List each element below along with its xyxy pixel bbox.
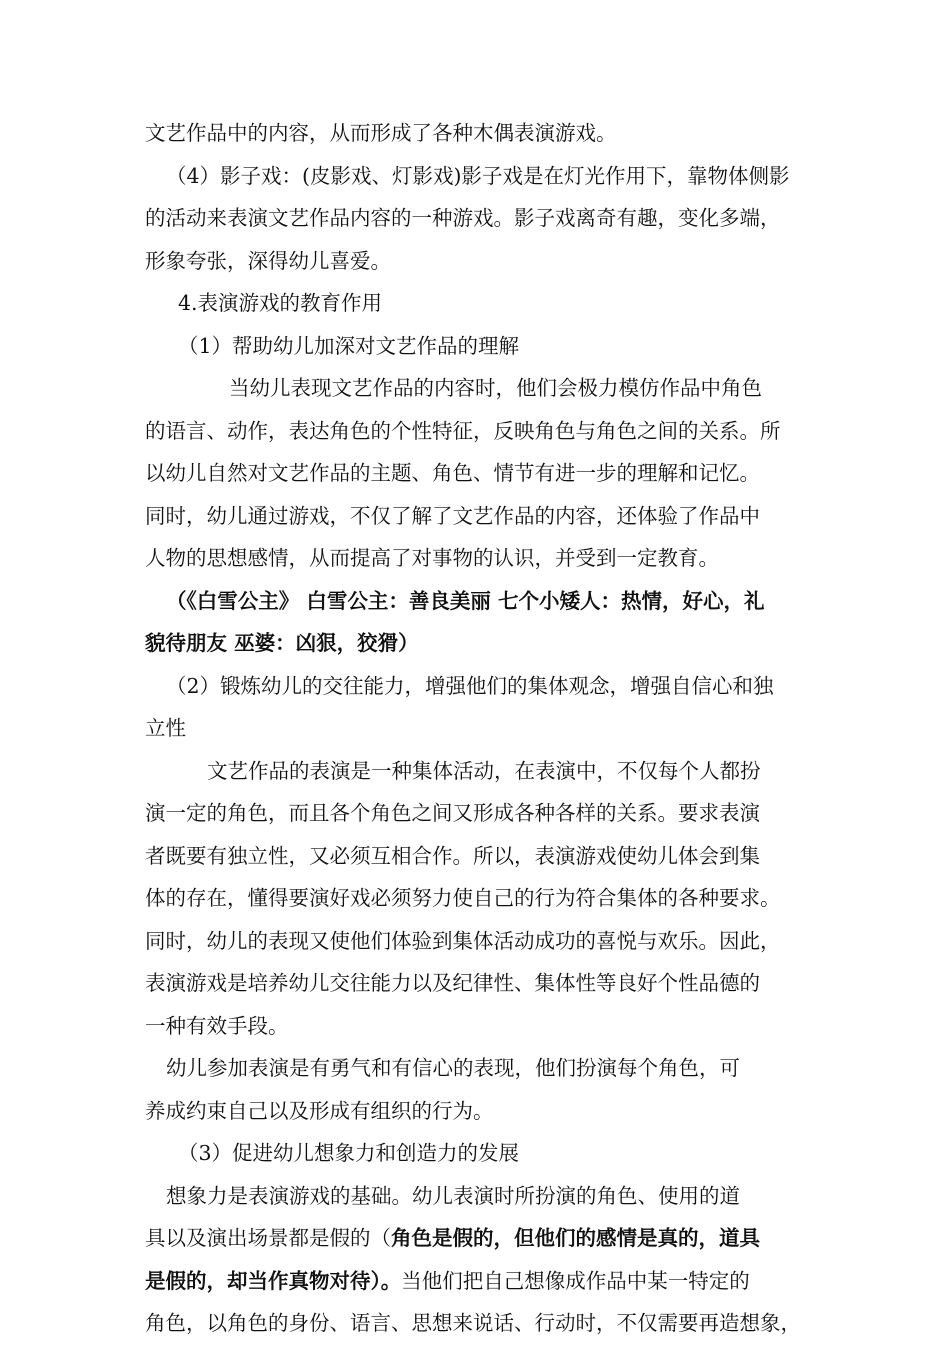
example-bold-line: 貌待朋友 巫婆：凶狠，狡猾）: [145, 631, 419, 655]
document-page: [145, 112, 810, 1345]
body-line: 人物的思想感情，从而提高了对事物的认识，并受到一定教育。: [145, 546, 719, 570]
mixed-line: [145, 1260, 810, 1303]
body-line: 文艺作品的表演是一种集体活动，在表演中，不仅每个人都扮: [207, 758, 761, 783]
body-line: 角色，以角色的身份、语言、思想来说话、行动时，不仅需要再造想象，: [145, 1311, 801, 1335]
body-line: 的语言、动作，表达角色的个性特征，反映角色与角色之间的关系。所: [145, 418, 781, 443]
body-line: 以幼儿自然对文艺作品的主题、角色、情节有进一步的理解和记忆。: [145, 461, 760, 485]
body-line: 当幼儿表现文艺作品的内容时，他们会极力模仿作品中角色: [229, 376, 762, 400]
body-line: 同时，幼儿通过游戏，不仅了解了文艺作品的内容，还体验了作品中: [145, 503, 760, 528]
subsection-heading: （2）锻炼幼儿的交往能力，增强他们的集体观念，增强自信心和独: [166, 673, 774, 698]
bold-text: 是假的，却当作真物对待）。: [145, 1268, 402, 1293]
body-line: 者既要有独立性，又必须互相合作。所以，表演游戏使幼儿体会到集: [145, 843, 760, 868]
body-line: 养成约束自己以及形成有组织的行为。: [145, 1098, 494, 1123]
subsection-heading: 立性: [145, 716, 186, 740]
body-line: 形象夸张，深得幼儿喜爱。: [145, 248, 391, 273]
body-line: 文艺作品中的内容，从而形成了各种木偶表演游戏。: [145, 121, 617, 145]
body-line: 幼儿参加表演是有勇气和有信心的表现，他们扮演每个角色，可: [166, 1056, 740, 1080]
subsection-heading: （3）促进幼儿想象力和创造力的发展: [178, 1141, 520, 1165]
body-line: 的活动来表演文艺作品内容的一种游戏。影子戏离奇有趣，变化多端，: [145, 206, 781, 230]
bold-text: 角色是假的，但他们的感情是真的，道具: [391, 1226, 760, 1250]
body-line: 想象力是表演游戏的基础。幼儿表演时所扮演的角色、使用的道: [166, 1183, 740, 1208]
body-text: 具以及演出场景都是假的（: [145, 1226, 391, 1250]
body-line: 表演游戏是培养幼儿交往能力以及纪律性、集体性等良好个性品德的: [145, 971, 760, 995]
mixed-line: [145, 1217, 810, 1260]
body-text: 当他们把自己想像成作品中某一特定的: [401, 1268, 750, 1293]
body-line: 体的存在，懂得要演好戏必须努力使自己的行为符合集体的各种要求。: [145, 886, 781, 910]
body-line: 一种有效手段。: [145, 1013, 289, 1038]
body-line: 同时，幼儿的表现又使他们体验到集体活动成功的喜悦与欢乐。因此，: [145, 928, 781, 953]
subsection-heading: （1）帮助幼儿加深对文艺作品的理解: [178, 333, 520, 358]
body-line: 演一定的角色，而且各个角色之间又形成各种各样的关系。要求表演: [145, 801, 760, 825]
example-bold-line: （《白雪公主》 白雪公主：善良美丽 七个小矮人：热情，好心，礼: [166, 588, 765, 613]
section-heading: 4.表演游戏的教育作用: [178, 291, 383, 315]
body-line: （4）影子戏：(皮影戏、灯影戏)影子戏是在灯光作用下，靠物体侧影: [166, 163, 790, 188]
